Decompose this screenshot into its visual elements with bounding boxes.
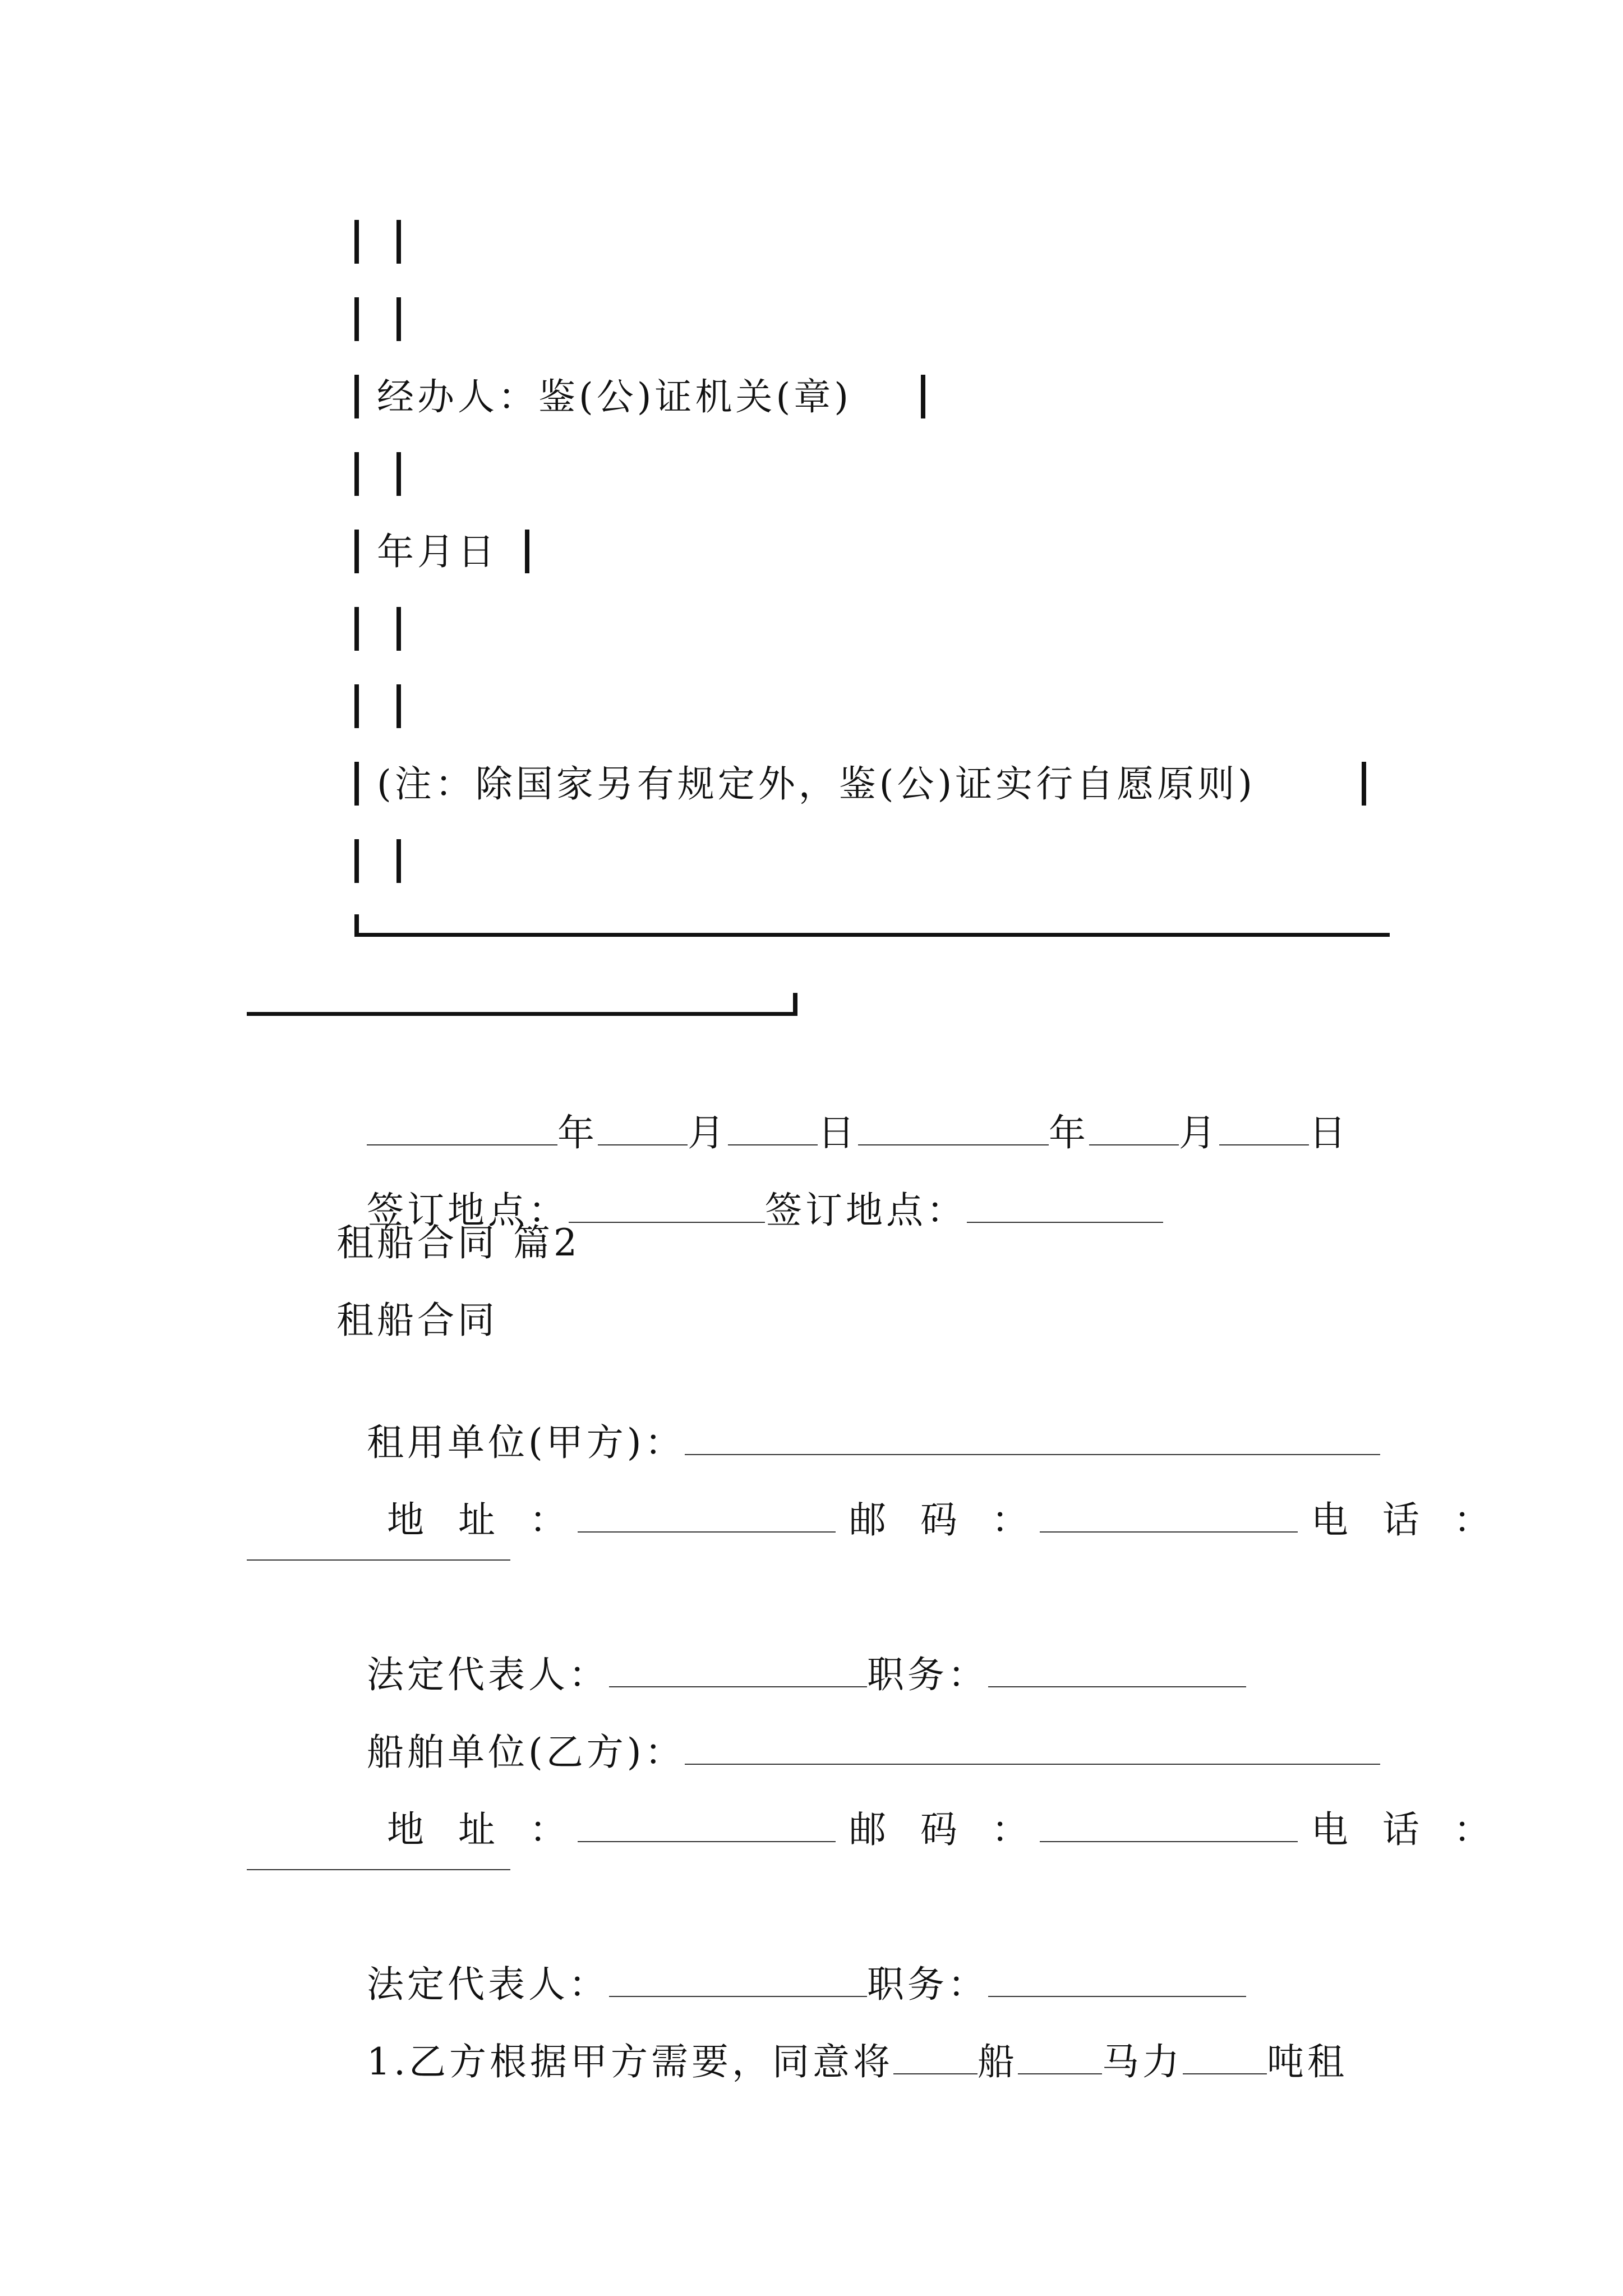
box-right-border [1362, 762, 1366, 806]
day-label: 日 [817, 1111, 858, 1154]
box-left-border [354, 375, 359, 418]
box-left-border [354, 607, 359, 651]
address-label: 地 址 ： [386, 1808, 578, 1851]
box-bottom-border-continued [247, 1012, 796, 1016]
box-right-border [396, 607, 401, 651]
box-right-border [396, 220, 401, 264]
box-left-border [354, 297, 359, 341]
phone-blank[interactable] [247, 1528, 510, 1561]
legal-rep-blank[interactable] [609, 1655, 867, 1687]
day-blank[interactable] [1219, 1113, 1309, 1145]
signing-place-line [336, 1143, 1163, 1233]
address-label: 地 址 ： [386, 1498, 578, 1542]
box-left-border [354, 762, 359, 806]
year-label: 年 [557, 1111, 598, 1154]
month-blank[interactable] [1089, 1113, 1179, 1145]
address-blank[interactable] [578, 1500, 836, 1533]
box-bottom-border [354, 933, 1390, 937]
signing-place-label: 签订地点： [366, 1189, 569, 1232]
box-right-border [396, 297, 401, 341]
legal-rep-label: 法定代表人： [366, 1653, 609, 1696]
year-blank[interactable] [858, 1113, 1049, 1145]
legal-rep-blank[interactable] [609, 1964, 867, 1997]
party-a-line [336, 1375, 1380, 1465]
month-label: 月 [1178, 1111, 1219, 1154]
clause-1-line [336, 1995, 1348, 2085]
box-bottom-right-corner [793, 993, 797, 1016]
section-heading: 租船合同 篇2 [336, 1221, 580, 1264]
phone-blank[interactable] [247, 1838, 510, 1870]
signing-date-line [336, 1066, 1349, 1156]
party-a-label: 租用单位(甲方)： [366, 1421, 685, 1464]
party-b-line [336, 1685, 1380, 1775]
party-b-rep-line [336, 1917, 1246, 2007]
position-label: 职务： [866, 1963, 988, 2006]
address-blank[interactable] [578, 1810, 836, 1842]
phone-label: 电 话 ： [1311, 1808, 1502, 1851]
horsepower-label: 马力 [1101, 2040, 1183, 2083]
postcode-blank[interactable] [1040, 1500, 1298, 1533]
year-label: 年 [1048, 1111, 1089, 1154]
party-a-contact-line [357, 1453, 1502, 1543]
box-left-border [354, 220, 359, 264]
signing-place-blank[interactable] [967, 1190, 1163, 1223]
box-right-border [396, 684, 401, 728]
position-label: 职务： [866, 1653, 988, 1696]
box-left-border [354, 452, 359, 496]
box-right-border [396, 839, 401, 883]
party-a-blank[interactable] [685, 1423, 1380, 1455]
legal-rep-label: 法定代表人： [366, 1963, 609, 2006]
signing-place-label: 签订地点： [764, 1189, 967, 1232]
box-left-border [354, 839, 359, 883]
box-right-border [921, 375, 925, 418]
party-a-rep-line [336, 1608, 1246, 1697]
box-note-line: (注：除国家另有规定外，鉴(公)证实行自愿原则) [377, 762, 1256, 806]
box-date-line: 年月日 [377, 530, 498, 573]
box-right-border [525, 530, 529, 573]
clause-1-text: 1.乙方根据甲方需要，同意将 [366, 2040, 893, 2083]
month-label: 月 [687, 1111, 728, 1154]
year-blank[interactable] [367, 1113, 557, 1145]
postcode-blank[interactable] [1040, 1810, 1298, 1842]
position-blank[interactable] [988, 1655, 1246, 1687]
signing-place-blank[interactable] [569, 1190, 765, 1223]
horsepower-blank[interactable] [1018, 2042, 1102, 2074]
day-blank[interactable] [728, 1113, 818, 1145]
box-left-border [354, 530, 359, 573]
month-blank[interactable] [598, 1113, 688, 1145]
ship-label: 船 [977, 2040, 1018, 2083]
position-blank[interactable] [988, 1964, 1246, 1997]
box-right-border [396, 452, 401, 496]
contract-title: 租船合同 [336, 1299, 498, 1342]
party-b-label: 船舶单位(乙方)： [366, 1731, 685, 1774]
tonnage-blank[interactable] [1183, 2042, 1267, 2074]
ship-name-blank[interactable] [893, 2042, 978, 2074]
party-b-blank[interactable] [685, 1732, 1380, 1765]
box-left-border [354, 684, 359, 728]
handler-notary-line: 经办人：鉴(公)证机关(章) [377, 375, 852, 418]
tonnage-label: 吨租 [1266, 2040, 1348, 2083]
postcode-label: 邮 码 ： [849, 1808, 1040, 1851]
phone-label: 电 话 ： [1311, 1498, 1502, 1542]
postcode-label: 邮 码 ： [849, 1498, 1040, 1542]
party-b-contact-line [357, 1763, 1502, 1852]
day-label: 日 [1308, 1111, 1349, 1154]
